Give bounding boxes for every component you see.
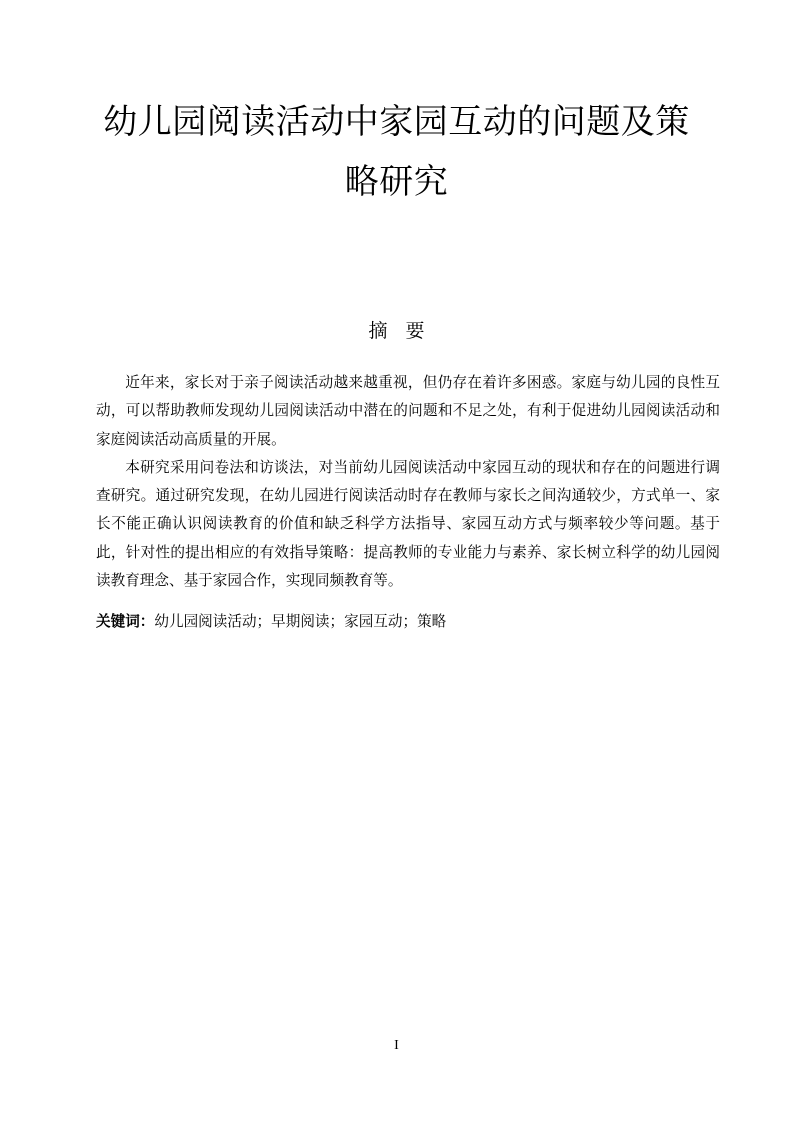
abstract-paragraph-1: 近年来，家长对于亲子阅读活动越来越重视，但仍存在着许多困惑。家庭与幼儿园的良性互动，可以帮助教师发现幼儿园阅读活动中潜在的问题和不足之处，有利于促进幼儿园阅读活动和家庭阅读活动高质量的开展。: [96, 374, 720, 448]
abstract-body: [96, 369, 720, 595]
keywords-label: 关键词：: [96, 613, 155, 630]
keywords: [96, 609, 716, 635]
keywords-text: 幼儿园阅读活动；早期阅读；家园互动；策略: [154, 613, 447, 630]
abstract-heading: 摘要: [368, 320, 443, 342]
paper-title: [96, 92, 697, 212]
title-line-1: 幼儿园阅读活动中家园互动的问题及策: [103, 102, 690, 142]
page-number: I: [394, 1038, 399, 1053]
title-line-2: 略研究: [344, 162, 449, 202]
abstract-paragraph-2: 本研究采用问卷法和访谈法，对当前幼儿园阅读活动中家园互动的现状和存在的问题进行调查研究。通过研究发现，在幼儿园进行阅读活动时存在教师与家长之间沟通较少，方式单一、家长不能正确认识阅读教育的价值和缺乏科学方法指导、家园互动方式与频率较少等问题。基于此，针对性的提出相应的有效指导策略：提高教师的专业能力与素养、家长树立科学的幼儿园阅读教育理念、基于家园合作，实现同频教育等。: [96, 458, 720, 590]
